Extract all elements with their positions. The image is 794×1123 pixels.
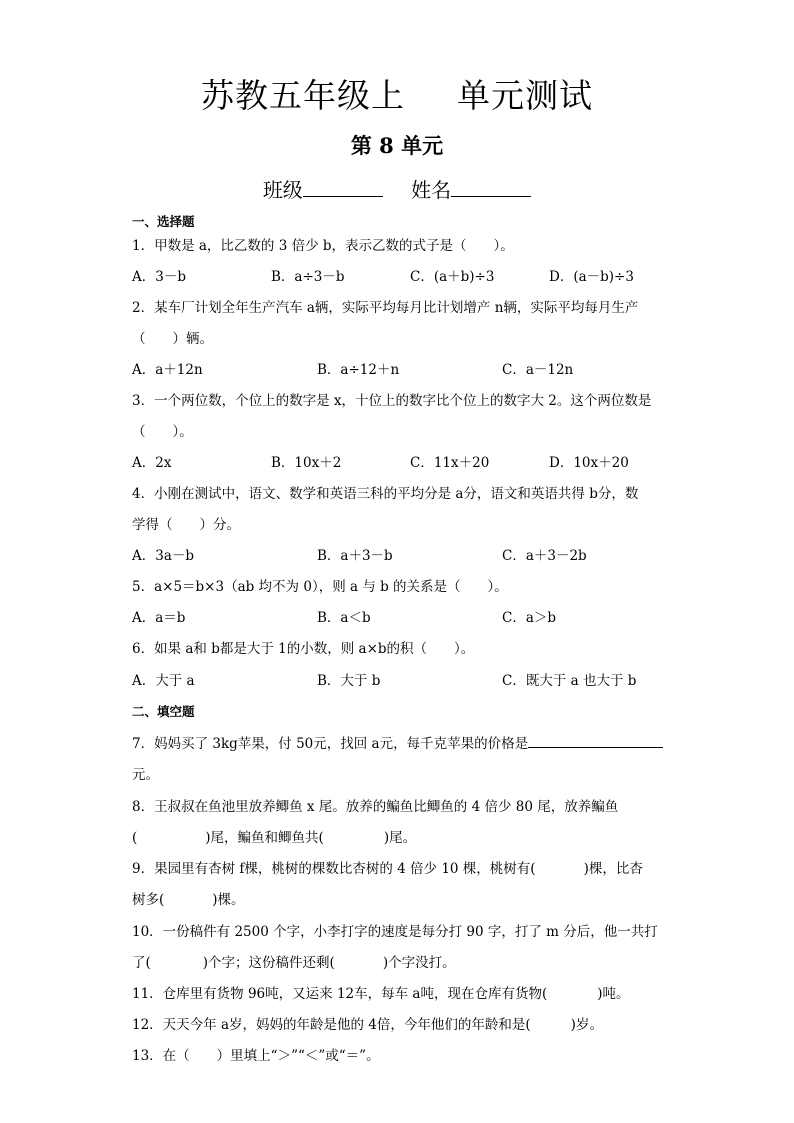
q11-line bbox=[132, 982, 630, 1002]
q10-text-mid: )个字；这份稿件还剩( bbox=[202, 955, 335, 971]
q6-option-b[interactable]: B．大于 b bbox=[317, 673, 381, 689]
q6-text: 6．如果 a和 b都是大于 1的小数，则 a×b的积（ ）。 bbox=[132, 641, 475, 657]
q11-text-end: )吨。 bbox=[597, 986, 630, 1002]
q1-option-d[interactable]: D．(a－b)÷3 bbox=[549, 269, 634, 285]
q9-text-line2-start: 树多( bbox=[132, 892, 165, 908]
page-title bbox=[0, 70, 794, 117]
q4-text-line1: 4．小刚在测试中，语文、数学和英语三科的平均分是 a分，语文和英语共得 b分，数 bbox=[132, 486, 639, 502]
q7-answer-blank[interactable] bbox=[528, 733, 663, 748]
q8-text-line1: 8．王叔叔在鱼池里放养鲫鱼 x 尾。放养的鳊鱼比鲫鱼的 4 倍少 80 尾，放养鳊鱼 bbox=[132, 799, 619, 815]
q5-option-a[interactable]: A．a＝b bbox=[132, 610, 186, 626]
class-blank[interactable] bbox=[303, 196, 383, 197]
q9-line1 bbox=[132, 857, 643, 877]
q2-option-c[interactable]: C．a－12n bbox=[502, 362, 574, 378]
q12-text-end: )岁。 bbox=[570, 1017, 603, 1033]
q10-text-start: 了( bbox=[132, 955, 151, 971]
q8-text-mid: )尾，鳊鱼和鲫鱼共( bbox=[205, 830, 324, 846]
q7-text: 7．妈妈买了 3kg苹果，付 50元，找回 a元，每千克苹果的价格是 bbox=[132, 736, 529, 752]
q3-option-a[interactable]: A．2x bbox=[132, 455, 172, 471]
name-label: 姓名 bbox=[411, 178, 452, 202]
title-grade: 苏教五年级上 bbox=[201, 76, 405, 115]
q3-text-line2: （ ）。 bbox=[132, 424, 193, 440]
title-test: 单元测试 bbox=[457, 76, 593, 115]
q1-option-a[interactable]: A．3－b bbox=[132, 269, 186, 285]
unit-subtitle: 第 8 单元 bbox=[350, 133, 444, 158]
q4-text-line2: 学得（ ）分。 bbox=[132, 517, 240, 533]
q8-line2 bbox=[132, 826, 416, 846]
class-label: 班级 bbox=[262, 178, 303, 202]
q1-text: 1．甲数是 a，比乙数的 3 倍少 b，表示乙数的式子是（ ）。 bbox=[132, 238, 514, 254]
q5-option-b[interactable]: B．a＜b bbox=[317, 610, 371, 626]
q9-line2 bbox=[132, 888, 245, 908]
q8-paren-open: ( bbox=[132, 830, 138, 846]
q2-option-a[interactable]: A．a＋12n bbox=[132, 362, 203, 378]
q10-line2 bbox=[132, 951, 456, 971]
q7-line1 bbox=[132, 732, 663, 752]
q2-option-b[interactable]: B．a÷12＋n bbox=[317, 362, 400, 378]
q9-text-end: )棵，比杏 bbox=[583, 861, 643, 877]
q13-text: 13．在（ ）里填上“＞”“＜”或“＝”。 bbox=[132, 1048, 380, 1064]
q1-option-c[interactable]: C．(a＋b)÷3 bbox=[410, 269, 495, 285]
q7-text-line2: 元。 bbox=[132, 767, 159, 783]
q4-option-a[interactable]: A．3a－b bbox=[132, 548, 195, 564]
q5-text: 5．a×5＝b×3（ab 均不为 0），则 a 与 b 的关系是（ ）。 bbox=[132, 579, 508, 595]
q10-text-end: )个字没打。 bbox=[382, 955, 456, 971]
q4-option-b[interactable]: B．a＋3－b bbox=[317, 548, 393, 564]
q2-text-line1: 2．某车厂计划全年生产汽车 a辆，实际平均每月比计划增产 n辆，实际平均每月生产 bbox=[132, 300, 639, 316]
q5-option-c[interactable]: C．a＞b bbox=[502, 610, 557, 626]
q3-text-line1: 3．一个两位数，个位上的数字是 x，十位上的数字比个位上的数字大 2。这个两位数是 bbox=[132, 393, 652, 409]
q1-option-b[interactable]: B．a÷3－b bbox=[271, 269, 345, 285]
q2-text-line2: （ ）辆。 bbox=[132, 331, 213, 347]
q11-text-start: 11．仓库里有货物 96吨，又运来 12车，每车 a吨，现在仓库有货物( bbox=[132, 986, 548, 1002]
q3-option-b[interactable]: B．10x＋2 bbox=[271, 455, 342, 471]
name-blank[interactable] bbox=[451, 196, 531, 197]
q12-line bbox=[132, 1013, 603, 1033]
q12-text-start: 12．天天今年 a岁，妈妈的年龄是他的 4倍，今年他们的年龄和是( bbox=[132, 1017, 531, 1033]
q3-option-c[interactable]: C．11x＋20 bbox=[410, 455, 490, 471]
q10-text-line1: 10．一份稿件有 2500 个字，小李打字的速度是每分打 90 字，打了 m 分后，他一共打 bbox=[132, 924, 658, 940]
q8-text-end: )尾。 bbox=[383, 830, 417, 846]
q6-option-c[interactable]: C．既大于 a 也大于 b bbox=[502, 673, 637, 689]
student-info bbox=[0, 174, 794, 203]
q9-text-line2-end: )棵。 bbox=[212, 892, 245, 908]
q6-option-a[interactable]: A．大于 a bbox=[132, 673, 195, 689]
section-choice-heading: 一、选择题 bbox=[132, 214, 195, 229]
q3-option-d[interactable]: D．10x＋20 bbox=[549, 455, 629, 471]
q4-option-c[interactable]: C．a＋3－2b bbox=[502, 548, 587, 564]
section-fill-heading: 二、填空题 bbox=[132, 704, 195, 719]
q9-text-start: 9．果园里有杏树 f棵，桃树的棵数比杏树的 4 倍少 10 棵，桃树有( bbox=[132, 861, 536, 877]
